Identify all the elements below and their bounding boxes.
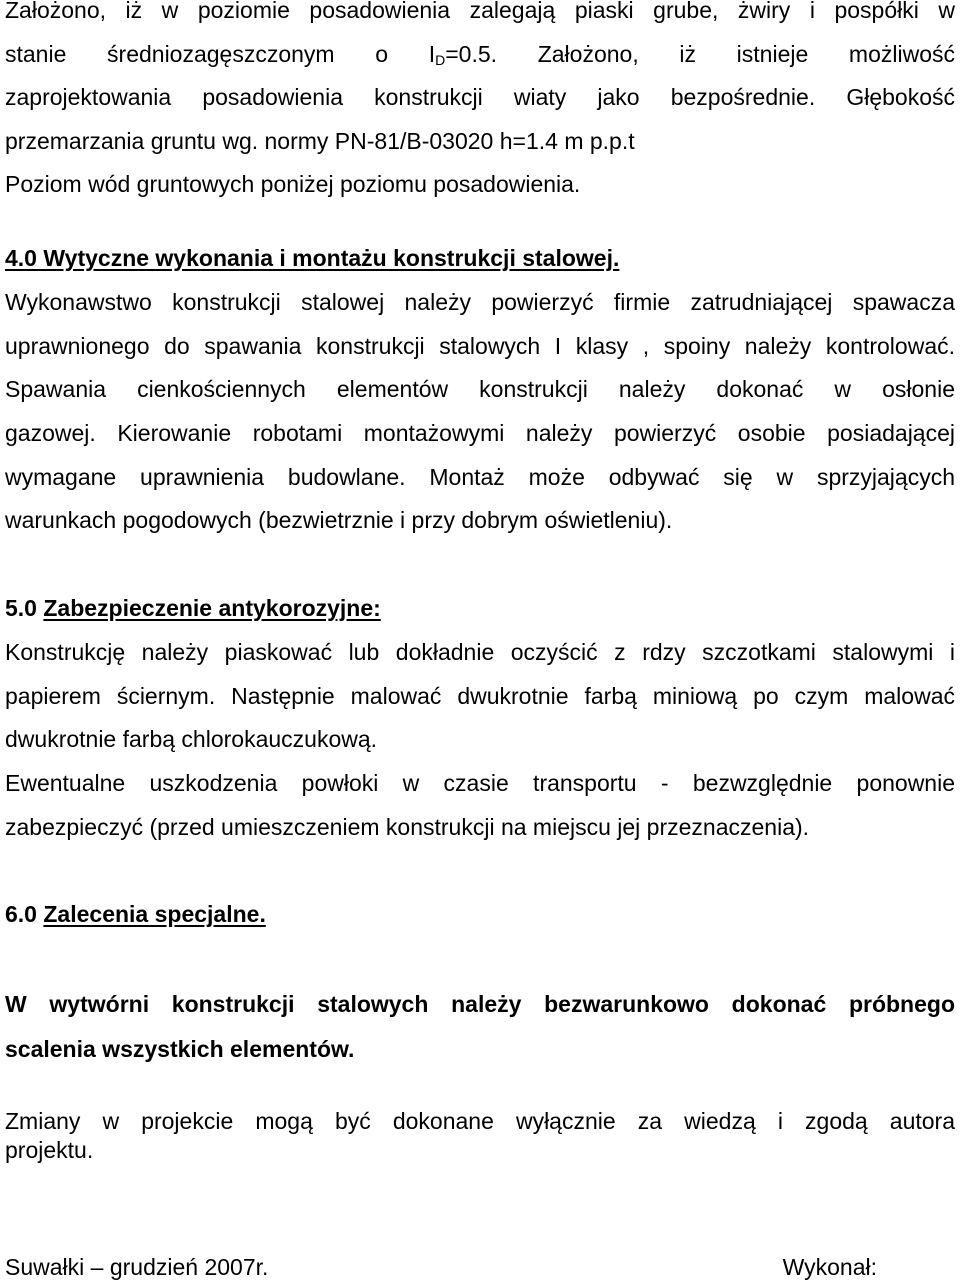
changes-note-line: Zmiany w projekcie mogą być dokonane wyłącznie za wiedzą i zgodą autora [5, 1108, 955, 1134]
section-6-heading [5, 900, 955, 928]
author-label: Wykonał: [782, 1254, 877, 1280]
intro-line-4: przemarzania gruntu wg. normy PN-81/B-03020 h=1.4 m p.p.t [5, 128, 635, 154]
section-6-title: Zalecenia specjalne. [43, 901, 266, 927]
section-5-line: Ewentualne uszkodzenia powłoki w czasie transportu - bezwzględnie ponownie [5, 770, 955, 796]
section-4-line: Wykonawstwo konstrukcji stalowej należy powierzyć firmie zatrudniającej spawacza [5, 289, 955, 315]
intro-line-1: Założono, iż w poziomie posadowienia zalegają piaski grube, żwiry i pospółki w [5, 0, 955, 23]
section-4-line: warunkach pogodowych (bezwietrznie i przy dobrym oświetleniu). [5, 507, 673, 533]
changes-note-line: projektu. [5, 1137, 94, 1163]
section-5-line: zabezpieczyć (przed umieszczeniem konstrukcji na miejscu jej przeznaczenia). [5, 814, 810, 840]
section-6-number: 6.0 [5, 901, 37, 927]
section-5-line: dwukrotnie farbą chlorokauczukową. [5, 726, 378, 752]
section-5-line: Konstrukcję należy piaskować lub dokładnie oczyścić z rdzy szczotkami stalowymi i [5, 639, 955, 665]
section-5-number: 5.0 [5, 595, 37, 621]
footer [5, 1253, 955, 1281]
density-index-subscript: D [435, 52, 446, 68]
intro-line-3: zaprojektowania posadowienia konstrukcji wiaty jako bezpośrednie. Głębokość [5, 84, 955, 110]
trial-assembly-line: scalenia wszystkich elementów. [5, 1036, 355, 1062]
intro-line-2 [5, 40, 955, 74]
intro-line-5: Poziom wód gruntowych poniżej poziomu posadowienia. [5, 171, 581, 197]
intro-line-2-end: =0.5. Założono, iż istnieje możliwość [445, 41, 956, 67]
place-and-date: Suwałki – grudzień 2007r. [5, 1254, 269, 1280]
section-5-line: papierem ściernym. Następnie malować dwukrotnie farbą miniową po czym malować [5, 683, 955, 709]
section-5-title: Zabezpieczenie antykorozyjne: [43, 595, 381, 621]
section-5-heading [5, 594, 955, 622]
section-4-line: Spawania cienkościennych elementów konstrukcji należy dokonać w osłonie [5, 376, 955, 402]
trial-assembly-line: W wytwórni konstrukcji stalowych należy bezwarunkowo dokonać próbnego [5, 991, 955, 1017]
section-4-line: gazowej. Kierowanie robotami montażowymi należy powierzyć osobie posiadającej [5, 420, 955, 446]
section-4-line: wymagane uprawnienia budowlane. Montaż może odbywać się w sprzyjających [5, 464, 955, 490]
section-4-line: uprawnionego do spawania konstrukcji stalowych I klasy , spoiny należy kontrolować. [5, 333, 955, 359]
section-4-heading: 4.0 Wytyczne wykonania i montażu konstrukcji stalowej. [5, 245, 620, 271]
intro-line-2-start: stanie średniozagęszczonym o I [5, 41, 436, 67]
